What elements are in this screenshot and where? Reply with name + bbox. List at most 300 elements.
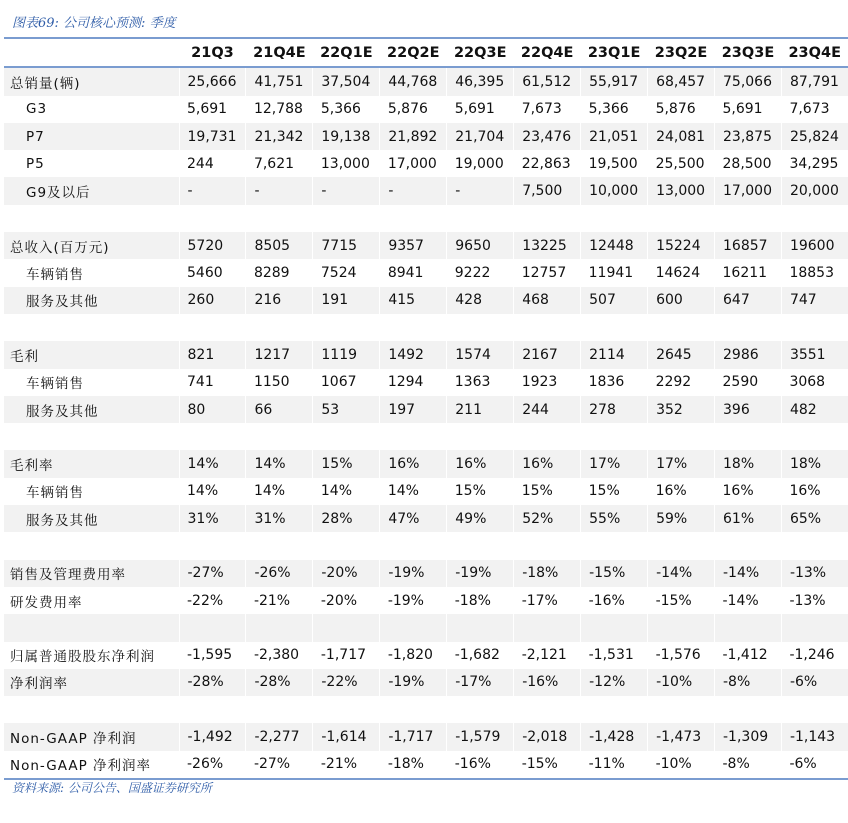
table-cell: 5,366 — [320, 101, 361, 118]
table-cell: 16% — [789, 483, 821, 500]
table-cell: -22% — [313, 669, 380, 696]
row-label: 车辆销售 — [26, 485, 84, 502]
table-cell: 747 — [781, 287, 848, 314]
table-cell: -21% — [253, 592, 291, 609]
table-cell: 44,768 — [380, 67, 447, 95]
table-cell: -16% — [454, 756, 491, 773]
table-cell: 415 — [380, 287, 447, 314]
table-cell: -1,614 — [313, 723, 380, 750]
table-cell: 5,691 — [722, 101, 763, 118]
table-cell: 7,621 — [253, 155, 295, 172]
table-cell: 14% — [246, 450, 313, 477]
table-row — [4, 450, 848, 477]
table-cell: 1574 — [447, 341, 514, 368]
column-header: 23Q1E — [581, 38, 648, 67]
table-cell: 1119 — [313, 341, 380, 368]
row-label: 毛利 — [4, 341, 179, 368]
table-cell: 52% — [514, 505, 581, 532]
table-cell: 31% — [246, 505, 313, 532]
row-label: G9及以后 — [4, 177, 179, 204]
table-cell: 15% — [454, 483, 486, 500]
table-cell: -10% — [648, 669, 715, 696]
table-cell: -26% — [246, 560, 313, 587]
table-cell — [781, 205, 848, 232]
table-cell: 17% — [581, 450, 648, 477]
table-cell — [715, 696, 782, 723]
table-cell: -16% — [588, 592, 625, 609]
table-cell: -20% — [313, 560, 380, 587]
table-cell — [246, 314, 313, 341]
table-cell: -19% — [447, 560, 514, 587]
table-row — [4, 478, 848, 505]
table-cell: -2,121 — [521, 647, 567, 664]
table-cell: 8289 — [253, 265, 290, 282]
table-cell: 28,500 — [722, 155, 772, 172]
table-cell — [380, 314, 447, 341]
table-cell: -12% — [581, 669, 648, 696]
table-cell — [380, 696, 447, 723]
table-row — [4, 67, 848, 95]
row-label: 服务及其他 — [4, 505, 179, 532]
row-label: 归属普通股股东净利润 — [10, 649, 155, 666]
table-cell: 2590 — [722, 374, 759, 391]
table-cell: -13% — [789, 592, 826, 609]
table-cell: 25,824 — [781, 123, 848, 150]
table-cell: 14% — [179, 450, 246, 477]
table-cell — [447, 205, 514, 232]
table-cell — [380, 614, 447, 641]
row-label: P7 — [4, 123, 179, 150]
table-cell: 14% — [187, 483, 219, 500]
source-note: 资料来源: 公司公告、国盛证券研究所 — [12, 781, 212, 795]
table-row — [4, 423, 848, 450]
table-cell: 19,500 — [588, 155, 638, 172]
table-cell: 352 — [648, 396, 715, 423]
table-cell: 59% — [648, 505, 715, 532]
header-blank — [4, 38, 179, 67]
table-cell: 1492 — [380, 341, 447, 368]
table-cell: 5,366 — [588, 101, 629, 118]
table-cell — [715, 532, 782, 559]
table-cell: 19,000 — [454, 155, 504, 172]
table-cell: 1294 — [387, 374, 424, 391]
table-cell: 80 — [179, 396, 246, 423]
table-cell: 21,892 — [380, 123, 447, 150]
table-cell — [246, 423, 313, 450]
table-cell: -11% — [588, 756, 625, 773]
column-header: 23Q3E — [715, 38, 782, 67]
table-cell — [179, 423, 246, 450]
table-cell — [179, 314, 246, 341]
table-cell: 1067 — [320, 374, 357, 391]
table-cell: -20% — [320, 592, 358, 609]
row-label: 服务及其他 — [4, 396, 179, 423]
table-cell: 21,342 — [246, 123, 313, 150]
table-cell: -1,492 — [179, 723, 246, 750]
table-cell: 16211 — [722, 265, 768, 282]
table-cell: 17,000 — [715, 177, 782, 204]
table-cell: 19,138 — [313, 123, 380, 150]
table-cell — [715, 205, 782, 232]
table-cell — [514, 314, 581, 341]
row-label: 毛利率 — [4, 450, 179, 477]
table-cell — [715, 614, 782, 641]
table-cell: -1,820 — [387, 647, 433, 664]
table-cell: 21,051 — [581, 123, 648, 150]
table-cell: -14% — [715, 560, 782, 587]
row-label — [4, 696, 179, 723]
table-cell: -1,473 — [648, 723, 715, 750]
table-cell: 31% — [179, 505, 246, 532]
row-label: Non-GAAP 净利润 — [4, 723, 179, 750]
table-header-row — [4, 38, 848, 67]
table-row — [4, 696, 848, 723]
table-cell: 1836 — [588, 374, 625, 391]
table-cell — [313, 314, 380, 341]
table-cell — [179, 205, 246, 232]
column-header: 23Q2E — [648, 38, 715, 67]
column-header: 23Q4E — [781, 38, 848, 67]
table-cell — [447, 614, 514, 641]
row-label: G3 — [26, 101, 48, 118]
table-row — [4, 177, 848, 204]
table-cell — [781, 696, 848, 723]
table-row — [4, 669, 848, 696]
table-cell: 13,000 — [648, 177, 715, 204]
table-row — [4, 150, 848, 177]
table-cell: 2114 — [581, 341, 648, 368]
table-cell: 647 — [715, 287, 782, 314]
table-cell: 5460 — [187, 265, 223, 282]
table-cell: 14624 — [655, 265, 701, 282]
column-header: 21Q3 — [179, 38, 246, 67]
figure-title: 图表69: 公司核心预测: 季度 — [12, 16, 176, 31]
table-cell: 216 — [246, 287, 313, 314]
table-cell — [447, 423, 514, 450]
table-cell: -16% — [514, 669, 581, 696]
table-cell: 7715 — [313, 232, 380, 259]
table-cell — [514, 614, 581, 641]
table-cell: -1,682 — [454, 647, 500, 664]
table-cell: 75,066 — [715, 67, 782, 95]
table-cell: 17% — [648, 450, 715, 477]
table-cell: -2,380 — [253, 647, 300, 664]
table-cell: 2292 — [655, 374, 692, 391]
table-row — [4, 587, 848, 614]
table-cell: -1,595 — [187, 647, 233, 664]
table-cell: -1,717 — [320, 647, 367, 664]
table-row — [4, 341, 848, 368]
table-cell: -2,277 — [246, 723, 313, 750]
table-cell — [514, 423, 581, 450]
table-cell — [313, 205, 380, 232]
table-cell: -14% — [722, 592, 759, 609]
table-cell: -18% — [387, 756, 424, 773]
table-cell: -27% — [253, 756, 291, 773]
table-cell: 11941 — [588, 265, 634, 282]
table-cell: 15224 — [648, 232, 715, 259]
table-cell — [514, 696, 581, 723]
table-cell: 7,500 — [514, 177, 581, 204]
table-row — [4, 751, 848, 779]
table-cell: - — [246, 177, 313, 204]
table-cell: 7524 — [320, 265, 357, 282]
table-cell: -28% — [246, 669, 313, 696]
table-cell: -1,579 — [447, 723, 514, 750]
table-cell — [313, 696, 380, 723]
table-cell: 18% — [781, 450, 848, 477]
table-cell: 66 — [246, 396, 313, 423]
table-cell — [246, 205, 313, 232]
table-cell — [380, 532, 447, 559]
table-cell — [313, 614, 380, 641]
row-label — [4, 423, 179, 450]
table-cell — [313, 532, 380, 559]
table-cell — [514, 532, 581, 559]
table-cell — [581, 696, 648, 723]
table-cell: 8505 — [246, 232, 313, 259]
table-cell — [380, 205, 447, 232]
table-cell: 1150 — [253, 374, 290, 391]
table-cell: -18% — [454, 592, 491, 609]
table-cell: 211 — [447, 396, 514, 423]
table-cell: 16% — [655, 483, 687, 500]
table-cell: -1,143 — [781, 723, 848, 750]
table-cell: 23,476 — [514, 123, 581, 150]
row-label: 净利润率 — [4, 669, 179, 696]
table-cell: -1,412 — [722, 647, 768, 664]
row-label: Non-GAAP 净利润率 — [10, 758, 152, 775]
table-cell: -1,531 — [588, 647, 634, 664]
table-cell: -22% — [187, 592, 224, 609]
table-cell: -1,428 — [581, 723, 648, 750]
table-cell: 5,876 — [655, 101, 696, 118]
table-cell: -18% — [514, 560, 581, 587]
table-cell: 15% — [521, 483, 553, 500]
table-cell: 468 — [514, 287, 581, 314]
table-cell: 12,788 — [253, 101, 303, 118]
table-cell: 87,791 — [781, 67, 848, 95]
table-cell: -17% — [447, 669, 514, 696]
table-cell: -21% — [320, 756, 358, 773]
table-cell: 7,673 — [789, 101, 830, 118]
table-cell: 18% — [715, 450, 782, 477]
row-label — [4, 314, 179, 341]
table-cell: 13225 — [514, 232, 581, 259]
table-cell: 23,875 — [715, 123, 782, 150]
table-cell: 46,395 — [447, 67, 514, 95]
table-cell: - — [447, 177, 514, 204]
row-label: 总收入(百万元) — [4, 232, 179, 259]
table-cell: 68,457 — [648, 67, 715, 95]
table-cell: -6% — [781, 669, 848, 696]
table-cell: 28% — [313, 505, 380, 532]
table-cell — [581, 423, 648, 450]
table-cell: 3068 — [789, 374, 826, 391]
table-cell: 2645 — [648, 341, 715, 368]
row-label: 车辆销售 — [26, 376, 84, 393]
table-cell: 396 — [715, 396, 782, 423]
row-label: 研发费用率 — [10, 594, 83, 611]
table-cell: 15% — [588, 483, 620, 500]
table-cell: 41,751 — [246, 67, 313, 95]
table-cell — [648, 614, 715, 641]
table-cell: 5,876 — [387, 101, 428, 118]
table-cell: 25,666 — [179, 67, 246, 95]
table-cell: 278 — [581, 396, 648, 423]
table-cell: 7,673 — [521, 101, 562, 118]
table-cell: 9357 — [380, 232, 447, 259]
forecast-table — [4, 37, 848, 780]
table-cell: 482 — [781, 396, 848, 423]
table-cell: -1,717 — [380, 723, 447, 750]
table-cell: -2,018 — [514, 723, 581, 750]
table-cell — [246, 614, 313, 641]
table-cell: -1,246 — [789, 647, 835, 664]
table-cell: 600 — [648, 287, 715, 314]
table-row — [4, 232, 848, 259]
table-cell: 22,863 — [521, 155, 571, 172]
table-cell: 16% — [380, 450, 447, 477]
table-cell: 5720 — [179, 232, 246, 259]
table-cell: 61% — [715, 505, 782, 532]
table-row — [4, 96, 848, 123]
table-row — [4, 314, 848, 341]
table-cell — [781, 314, 848, 341]
row-label: 销售及管理费用率 — [4, 560, 179, 587]
table-cell: 8941 — [387, 265, 424, 282]
table-row — [4, 560, 848, 587]
table-cell: 53 — [313, 396, 380, 423]
table-cell — [246, 696, 313, 723]
table-cell: -19% — [380, 560, 447, 587]
table-cell: 244 — [187, 155, 214, 172]
table-cell: 20,000 — [781, 177, 848, 204]
table-cell — [648, 696, 715, 723]
table-cell: 1923 — [521, 374, 558, 391]
table-cell: -13% — [781, 560, 848, 587]
table-cell — [581, 532, 648, 559]
table-cell: 14% — [320, 483, 352, 500]
table-cell — [715, 423, 782, 450]
table-cell — [648, 205, 715, 232]
table-cell: 16% — [514, 450, 581, 477]
table-cell: 5,691 — [454, 101, 495, 118]
table-cell: -14% — [648, 560, 715, 587]
row-label — [4, 205, 179, 232]
table-cell: 24,081 — [648, 123, 715, 150]
table-cell — [581, 205, 648, 232]
table-cell — [179, 614, 246, 641]
table-cell: 49% — [447, 505, 514, 532]
table-cell: 18853 — [789, 265, 834, 282]
table-cell: 65% — [781, 505, 848, 532]
table-cell: -8% — [722, 756, 750, 773]
table-cell: 191 — [313, 287, 380, 314]
table-cell: -15% — [655, 592, 692, 609]
table-row — [4, 369, 848, 396]
table-cell — [648, 423, 715, 450]
table-cell: 17,000 — [387, 155, 437, 172]
row-label: 车辆销售 — [26, 267, 84, 284]
table-cell: -15% — [521, 756, 558, 773]
table-row — [4, 505, 848, 532]
table-cell — [313, 423, 380, 450]
table-cell: 12757 — [521, 265, 567, 282]
table-cell: 55% — [581, 505, 648, 532]
table-cell: 1363 — [454, 374, 491, 391]
table-cell: 55,917 — [581, 67, 648, 95]
table-cell: -10% — [655, 756, 692, 773]
table-cell: 37,504 — [313, 67, 380, 95]
row-label: 总销量(辆) — [4, 67, 179, 95]
table-cell — [514, 205, 581, 232]
table-cell: -28% — [179, 669, 246, 696]
table-cell: 9222 — [454, 265, 491, 282]
column-header: 22Q2E — [380, 38, 447, 67]
table-cell: 21,704 — [447, 123, 514, 150]
table-cell: 25,500 — [655, 155, 705, 172]
table-cell: -15% — [581, 560, 648, 587]
table-cell: 47% — [380, 505, 447, 532]
table-cell: 15% — [313, 450, 380, 477]
table-cell — [648, 314, 715, 341]
table-row — [4, 259, 848, 286]
table-row — [4, 642, 848, 669]
table-row — [4, 532, 848, 559]
table-cell: 507 — [581, 287, 648, 314]
table-cell — [715, 314, 782, 341]
table-cell: 428 — [447, 287, 514, 314]
table-cell: -8% — [715, 669, 782, 696]
table-cell — [447, 314, 514, 341]
table-cell: 19600 — [781, 232, 848, 259]
table-cell: 16% — [447, 450, 514, 477]
row-label: 服务及其他 — [4, 287, 179, 314]
table-cell: -19% — [387, 592, 424, 609]
table-cell: -19% — [380, 669, 447, 696]
table-cell: 10,000 — [581, 177, 648, 204]
table-row — [4, 205, 848, 232]
table-cell: 13,000 — [320, 155, 370, 172]
table-cell: 5,691 — [187, 101, 228, 118]
table-cell: 16% — [722, 483, 754, 500]
row-label: P5 — [26, 155, 45, 172]
table-cell: 61,512 — [514, 67, 581, 95]
table-cell: -26% — [187, 756, 224, 773]
column-header: 22Q1E — [313, 38, 380, 67]
table-cell: 3551 — [781, 341, 848, 368]
table-cell: 2167 — [514, 341, 581, 368]
row-label — [4, 532, 179, 559]
table-cell — [380, 423, 447, 450]
table-row — [4, 723, 848, 750]
table-cell: 244 — [514, 396, 581, 423]
table-cell — [447, 532, 514, 559]
table-row — [4, 123, 848, 150]
table-cell: - — [380, 177, 447, 204]
table-cell — [179, 696, 246, 723]
table-cell: -1,309 — [715, 723, 782, 750]
table-cell: 14% — [253, 483, 286, 500]
table-cell — [581, 614, 648, 641]
table-cell: 260 — [179, 287, 246, 314]
table-cell: 14% — [387, 483, 419, 500]
table-cell — [648, 532, 715, 559]
column-header: 22Q4E — [514, 38, 581, 67]
table-cell: -27% — [179, 560, 246, 587]
table-cell: -17% — [521, 592, 558, 609]
